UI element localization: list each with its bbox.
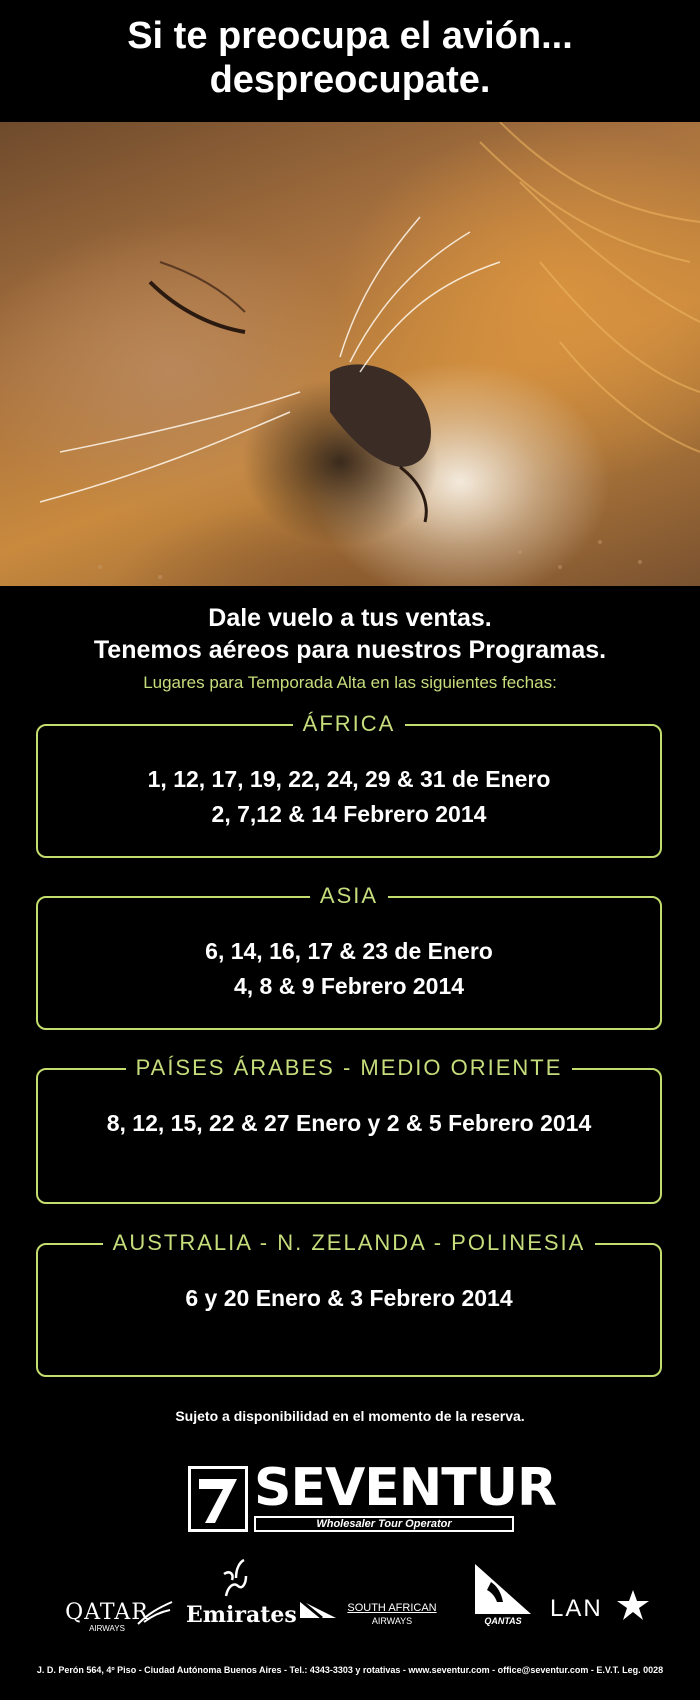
- region-dates-middle-east-line-1: 8, 12, 15, 22 & 27 Enero y 2 & 5 Febrero 2014: [106, 1110, 592, 1136]
- intro-block: [0, 602, 700, 696]
- headline-line-1: Si te preocupa el avión...: [127, 15, 573, 57]
- sa-flag-tail-icon: [298, 1596, 338, 1622]
- intro-line-2: Tenemos aéreos para nuestros Programas.: [93, 636, 607, 664]
- airline-emirates-name: Emirates: [186, 1602, 297, 1628]
- availability-note: Sujeto a disponibilidad en el momento de la reserva.: [175, 1408, 525, 1424]
- airline-qatar: [42, 1602, 172, 1634]
- region-title-middle-east: PAÍSES ÁRABES - MEDIO ORIENTE: [126, 1055, 573, 1080]
- kangaroo-tail-icon: [471, 1562, 535, 1618]
- airline-lan-name: LAN: [550, 1595, 603, 1622]
- region-box-asia: [36, 883, 662, 1030]
- footer-contact: J. D. Perón 564, 4º Piso - Ciudad Autónoma Buenos Aires - Tel.: 4343-3303 y rotativas - www.seventur.com - office@seventur.com - E.V.T. Leg. 0028: [36, 1665, 664, 1675]
- lion-illustration: [0, 122, 700, 586]
- region-box-oceania: [36, 1230, 662, 1377]
- emirates-calligraphy-icon: [216, 1556, 256, 1600]
- headline-line-2: despreocupate.: [209, 59, 491, 101]
- oryx-icon: [134, 1598, 174, 1628]
- logo-tagline: Wholesaler Tour Operator: [254, 1516, 514, 1532]
- region-box-middle-east: [36, 1055, 662, 1204]
- headline: [0, 14, 700, 102]
- airline-qantas: [468, 1562, 538, 1626]
- airline-logos: [0, 1556, 700, 1636]
- region-dates-asia-line-2: 4, 8 & 9 Febrero 2014: [233, 973, 465, 999]
- region-title-oceania: AUSTRALIA - N. ZELANDA - POLINESIA: [103, 1230, 596, 1255]
- airline-qatar-name: QATAR: [65, 1600, 149, 1625]
- logo-name: SEVENTUR: [254, 1458, 556, 1518]
- airline-south-african-sub: AIRWAYS: [371, 1616, 413, 1626]
- star-icon: [616, 1588, 650, 1622]
- airline-qantas-name: QANTAS: [484, 1616, 522, 1626]
- closed-eye-line: [150, 282, 245, 332]
- airline-emirates: [186, 1556, 297, 1628]
- region-dates-oceania-line-1: 6 y 20 Enero & 3 Febrero 2014: [185, 1285, 513, 1311]
- region-title-africa: ÁFRICA: [293, 711, 406, 736]
- region-box-africa: [36, 711, 662, 858]
- nose-shape: [330, 364, 431, 467]
- whiskers: [40, 217, 500, 502]
- intro-line-3: Lugares para Temporada Alta en las siguientes fechas:: [143, 673, 557, 692]
- airline-qatar-sub: AIRWAYS: [89, 1624, 125, 1633]
- sleeping-lion-photo: [0, 122, 700, 586]
- seventur-logo: [188, 1458, 556, 1534]
- airline-south-african-name: SOUTH AFRICAN: [347, 1602, 437, 1614]
- region-title-asia: ASIA: [310, 883, 388, 908]
- intro-line-1: Dale vuelo a tus ventas.: [208, 604, 492, 632]
- seven-mark-icon: [188, 1466, 248, 1532]
- region-dates-asia-line-1: 6, 14, 16, 17 & 23 de Enero: [205, 938, 493, 964]
- region-dates-africa-line-1: 1, 12, 17, 19, 22, 24, 29 & 31 de Enero: [147, 766, 551, 792]
- region-dates-africa-line-2: 2, 7,12 & 14 Febrero 2014: [211, 801, 487, 827]
